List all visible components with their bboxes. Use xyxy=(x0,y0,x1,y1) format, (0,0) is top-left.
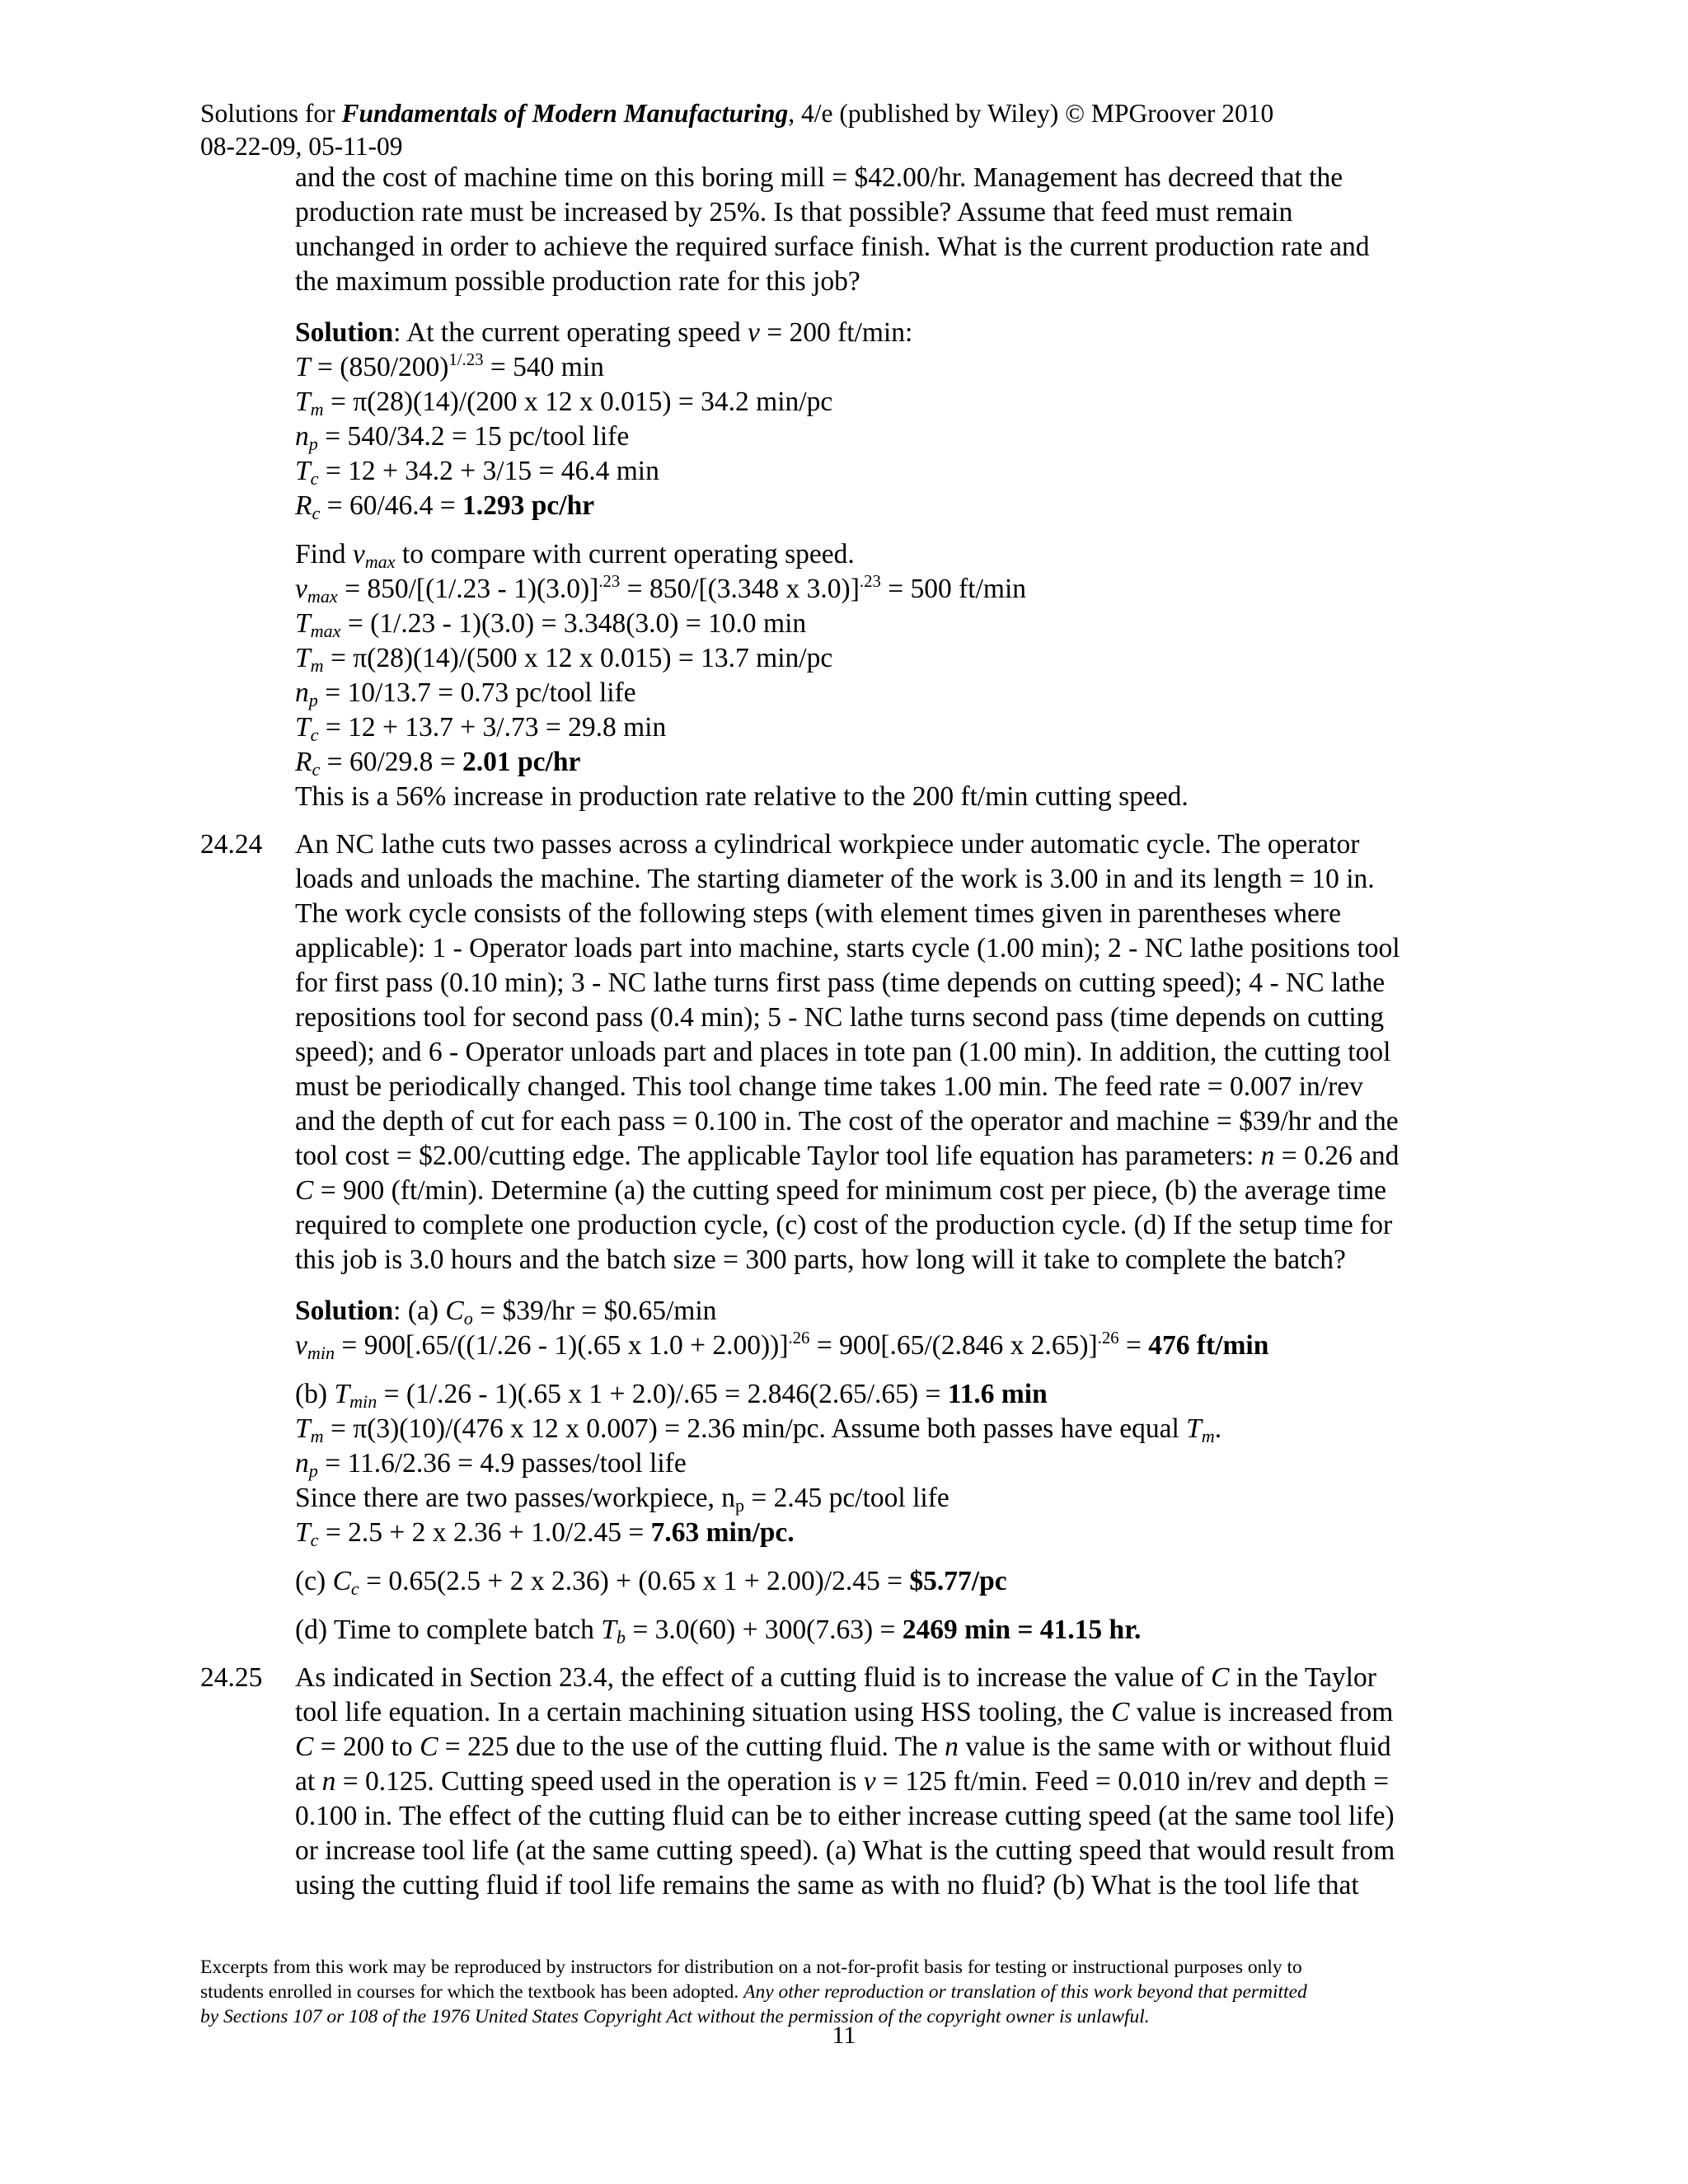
footer-line: students enrolled in courses for which the textbook has been adopted. Any other reproduction or translation of this work beyond that permitted xyxy=(200,1981,1307,2003)
equation-cycle-time: $T_c = 2.5 + 2$ x 2.36 + 1.0/2.45 = 7.63 min/pc. xyxy=(295,1517,795,1551)
header-suffix: , 4/e (published by Wiley) © MPGroover 2010 xyxy=(788,99,1274,128)
equation-vmin: $v_{min} = 900[.65/((1/.26 - 1)(.65$ x 1.0 + 2.00))]$^{.26}$ = 900[.65/(2.846 x 2.65)]$^{.26}$ = 476 ft/min xyxy=(295,1329,1269,1364)
solution-24-24-b xyxy=(200,1377,1519,1550)
conclusion-text: This is a 56% increase in production rate relative to the 200 ft/min cutting speed. xyxy=(295,781,1189,812)
equation-machining-time: $T_m = \pi(3)(10)/(476$ x 12 x 0.007) = 2.36 min/pc. Assume both passes have equal $T_m$. xyxy=(295,1413,1222,1447)
solution-24-24-c xyxy=(200,1564,1519,1599)
solution-24-24-d xyxy=(200,1613,1519,1647)
page-header xyxy=(200,97,1273,163)
text-line: unchanged in order to achieve the required surface finish. What is the current production rate and xyxy=(295,232,1370,262)
header-dates: 08-22-09, 05-11-09 xyxy=(200,132,403,161)
text-line: speed); and 6 - Operator unloads part and places in tote pan (1.00 min). In addition, the cutting tool xyxy=(295,1037,1391,1067)
problem-24-23-continuation xyxy=(200,161,1519,299)
text-line: repositions tool for second pass (0.4 min); 5 - NC lathe turns second pass (time depends on cutting xyxy=(295,1002,1385,1033)
two-passes-note: Since there are two passes/workpiece, $n_p = 2.45$ pc/tool life xyxy=(295,1483,950,1516)
text-line: tool life equation. In a certain machining situation using HSS tooling, the C value is increased from xyxy=(295,1697,1394,1727)
text-line: the maximum possible production rate for this job? xyxy=(295,266,860,297)
answer-bold: 7.63 min/pc. xyxy=(650,1517,795,1548)
solution-24-23 xyxy=(200,316,1519,523)
answer-bold: 2.01 pc/hr xyxy=(462,747,581,777)
book-title: Fundamentals of Modern Manufacturing xyxy=(341,99,789,128)
equation-tmax: $T_{max} = (1/.23 - 1)(3.0) = 3.348(3.0) = 10.0$ min xyxy=(295,608,807,642)
equation-vmax: $v_{max} = 850/[(1/.23 - 1)(3.0)]^{.23} = 850/[(3.348$ x 3.0)]$^{.23}$ = 500 ft/min xyxy=(295,572,1026,607)
text-line: An NC lathe cuts two passes across a cylindrical workpiece under automatic cycle. The operator xyxy=(295,829,1360,860)
header-line-1 xyxy=(200,97,1273,130)
equation-production-rate: $R_c = 60/46.4 = 1.293$ pc/hr xyxy=(295,490,595,524)
text-line: The work cycle consists of the following steps (with element times given in parentheses where xyxy=(295,898,1341,929)
solution-intro: Solution: (a) $C_o$ = $39/hr = $0.65/min xyxy=(295,1296,717,1329)
text-line: must be periodically changed. This tool change time takes 1.00 min. The feed rate = 0.007 in/rev xyxy=(295,1071,1363,1102)
answer-bold: 476 ft/min xyxy=(1148,1330,1269,1361)
problem-24-24 xyxy=(200,827,1519,1277)
text-line: applicable): 1 - Operator loads part into machine, starts cycle (1.00 min); 2 - NC lathe positions tool xyxy=(295,933,1400,963)
equation-tmin: (b) $T_{min} = (1/.26 - 1)(.65$ x 1 + 2.0)/.65 = 2.846(2.65/.65) = 11.6 min xyxy=(295,1379,1048,1413)
answer-bold: 11.6 min xyxy=(947,1379,1048,1409)
text-line: loads and unloads the machine. The starting diameter of the work is 3.00 in and its length = 10 in. xyxy=(295,864,1375,894)
equation-batch-time: (d) Time to complete batch $T_b = 3.0(60) + 300(7.63) = 2469$ min = 41.15 hr. xyxy=(295,1615,1142,1648)
find-vmax-line: Find $v_{max}$ to compare with current operating speed. xyxy=(295,539,855,573)
text-line: for first pass (0.10 min); 3 - NC lathe turns first pass (time depends on cutting speed); 4 - NC lathe xyxy=(295,968,1386,998)
solution-24-23-vmax xyxy=(200,537,1519,814)
equation-cycle-time-2: $T_c = 12 + 13.7 + 3/.73 = 29.8$ min xyxy=(295,712,667,746)
equation-pieces-per-tool-2: $n_p = 10/13.7 = 0.73$ pc/tool life xyxy=(295,677,636,711)
equation-production-rate-2: $R_c = 60/29.8 = 2.01$ pc/hr xyxy=(295,747,581,780)
copyright-footer xyxy=(200,1955,1519,2029)
equation-cycle-cost: (c) $C_c = 0.65(2.5 + 2$ x 2.36) + (0.65 x 1 + 2.00)/2.45 = $5.77/pc xyxy=(295,1566,1007,1600)
equation-cycle-time: $T_c = 12 + 34.2 + 3/15 = 46.4$ min xyxy=(295,456,659,490)
text-line: production rate must be increased by 25%. Is that possible? Assume that feed must remain xyxy=(295,197,1293,227)
text-line: and the cost of machine time on this boring mill = $42.00/hr. Management has decreed that the xyxy=(295,162,1343,193)
text-line: As indicated in Section 23.4, the effect of a cutting fluid is to increase the value of C in the Taylor xyxy=(295,1662,1376,1693)
equation-pieces-per-tool: $n_p = 540/34.2 = 15$ pc/tool life xyxy=(295,421,630,455)
solution-label: Solution xyxy=(295,1296,394,1326)
header-prefix: Solutions for xyxy=(200,99,342,128)
equation-passes-per-tool: $n_p = 11.6/2.36 = 4.9$ passes/tool life xyxy=(295,1448,687,1482)
text-line: C = 200 to C = 225 due to the use of the cutting fluid. The n value is the same with or without fluid xyxy=(295,1732,1391,1762)
answer-bold: 1.293 pc/hr xyxy=(462,490,595,521)
text-line: or increase tool life (at the same cutting speed). (a) What is the cutting speed that would result from xyxy=(295,1835,1395,1866)
text-line: using the cutting fluid if tool life remains the same as with no fluid? (b) What is the tool life that xyxy=(295,1870,1359,1900)
equation-tool-life: $T = (850/200)^{1/.23} = 540$ min xyxy=(295,350,604,382)
answer-bold: 2469 min = 41.15 hr. xyxy=(902,1615,1142,1645)
text-line: 0.100 in. The effect of the cutting fluid can be to either increase cutting speed (at the same tool life) xyxy=(295,1801,1395,1831)
equation-machining-time: $T_m = \pi(28)(14)/(200$ x 12 x 0.015) = 34.2 min/pc xyxy=(295,387,833,420)
text-line: C = 900 (ft/min). Determine (a) the cutting speed for minimum cost per piece, (b) the average time xyxy=(295,1175,1387,1206)
main-content xyxy=(200,161,1519,1903)
text-line: tool cost = $2.00/cutting edge. The applicable Taylor tool life equation has parameters: n = 0.26 and xyxy=(295,1141,1400,1171)
text-line: required to complete one production cycle, (c) cost of the production cycle. (d) If the setup time for xyxy=(295,1210,1393,1240)
equation-machining-time-2: $T_m = \pi(28)(14)/(500$ x 12 x 0.015) = 13.7 min/pc xyxy=(295,643,833,677)
solution-24-24-a xyxy=(200,1294,1519,1363)
solution-intro: Solution: At the current operating speed v = 200 ft/min: xyxy=(295,317,913,348)
answer-bold: $5.77/pc xyxy=(909,1566,1007,1596)
text-line: this job is 3.0 hours and the batch size = 300 parts, how long will it take to complete the batch? xyxy=(295,1244,1346,1275)
text-line: at n = 0.125. Cutting speed used in the operation is v = 125 ft/min. Feed = 0.010 in/rev and depth = xyxy=(295,1766,1389,1797)
footer-line: by Sections 107 or 108 of the 1976 United States Copyright Act without the permission of the copyright owner is unlawful. xyxy=(200,2006,1150,2027)
footer-line: Excerpts from this work may be reproduced by instructors for distribution on a not-for-profit basis for testing or instructional purposes only to xyxy=(200,1957,1302,1978)
problem-24-25 xyxy=(200,1661,1519,1903)
solution-label: Solution xyxy=(295,317,394,348)
problem-number: 24.24 xyxy=(200,829,263,860)
text-line: and the depth of cut for each pass = 0.100 in. The cost of the operator and machine = $39/hr and the xyxy=(295,1106,1399,1137)
page-number: 11 xyxy=(832,2022,856,2049)
problem-number: 24.25 xyxy=(200,1662,263,1693)
